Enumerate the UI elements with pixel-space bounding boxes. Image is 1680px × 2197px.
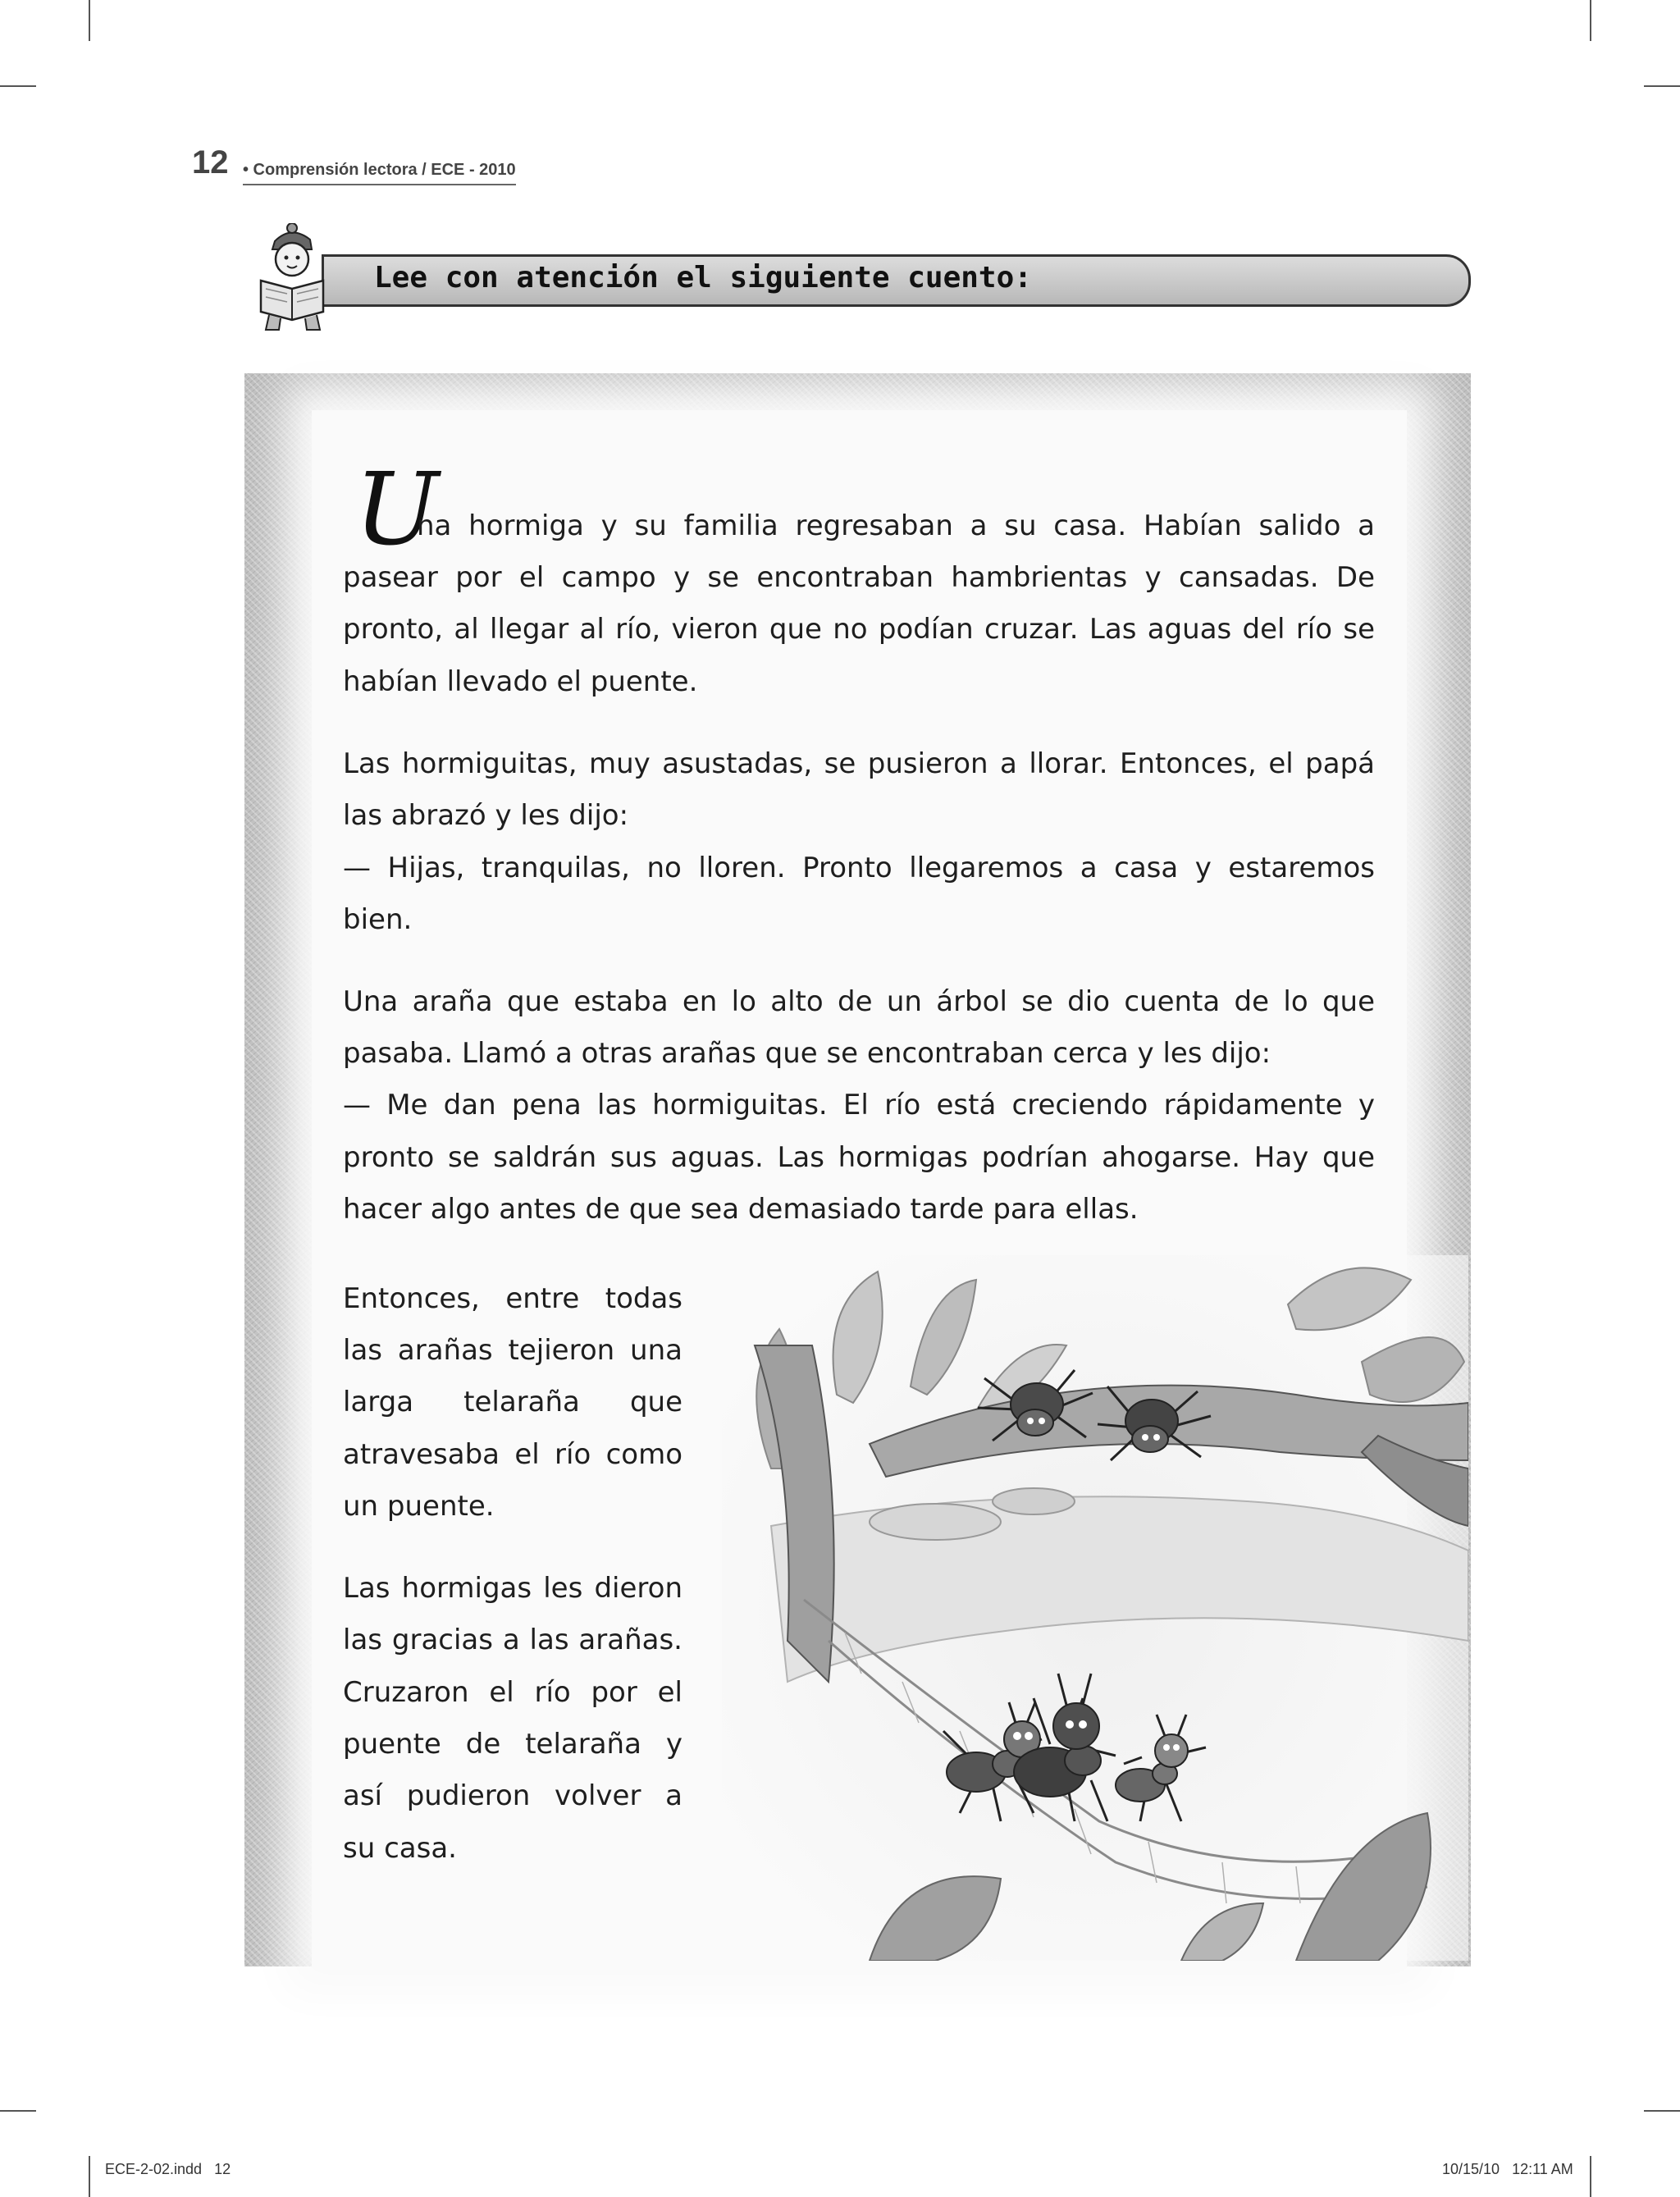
paragraph-3-line: — Me dan pena las hormiguitas. El río está creciendo rápidamente y [343, 1089, 1375, 1121]
crop-mark [1590, 0, 1591, 41]
paragraph-4-line: larga telaraña que [343, 1386, 682, 1418]
footer-timestamp: 10/15/10 12:11 AM [1442, 2161, 1573, 2177]
paragraph-3-line: hacer algo antes de que sea demasiado tarde para ellas. [343, 1193, 1139, 1226]
crop-mark [0, 2110, 36, 2112]
paragraph-1-line: pronto, al llegar al río, vieron que no podían cruzar. Las aguas del río se [343, 613, 1375, 646]
paragraph-4-line: un puente. [343, 1490, 495, 1523]
paragraph-3-line: Una araña que estaba en lo alto de un árbol se dio cuenta de lo que [343, 985, 1375, 1018]
ants-crossing-spiderweb-bridge-illustration [722, 1255, 1468, 1961]
paragraph-4-line: las arañas tejieron una [343, 1334, 682, 1367]
paragraph-2-line: bien. [343, 903, 413, 936]
paragraph-5-line: puente de telaraña y [343, 1728, 682, 1761]
paragraph-3-line: pronto se saldrán sus aguas. Las hormigas podrían ahogarse. Hay que [343, 1141, 1375, 1174]
drop-cap: U [354, 451, 439, 568]
footer-file-label: ECE-2-02.indd 12 [105, 2161, 231, 2177]
paragraph-5-line: así pudieron volver a [343, 1779, 682, 1812]
running-title: • Comprensión lectora / ECE - 2010 [243, 161, 516, 185]
paragraph-5-line: las gracias a las arañas. [343, 1624, 682, 1656]
paragraph-2-line: — Hijas, tranquilas, no lloren. Pronto llegaremos a casa y estaremos [343, 852, 1375, 884]
crop-mark [89, 0, 90, 41]
paragraph-1-line: na hormiga y su familia regresaban a su casa. Habían salido a [417, 509, 1375, 542]
paragraph-5-line: su casa. [343, 1832, 457, 1865]
paragraph-1-line: habían llevado el puente. [343, 665, 698, 698]
paragraph-4-line: atravesaba el río como [343, 1438, 682, 1471]
paragraph-2-line: las abrazó y les dijo: [343, 799, 629, 832]
instruction-title: Lee con atención el siguiente cuento: [374, 261, 1032, 295]
crop-mark [1644, 2110, 1680, 2112]
child-reading-icon [246, 223, 336, 334]
paragraph-4-line: Entonces, entre todas [343, 1282, 682, 1315]
paragraph-1-line: pasear por el campo y se encontraban hambrientas y cansadas. De [343, 561, 1375, 594]
paragraph-2-line: Las hormiguitas, muy asustadas, se pusieron a llorar. Entonces, el papá [343, 747, 1375, 780]
paragraph-3-line: pasaba. Llamó a otras arañas que se encontraban cerca y les dijo: [343, 1037, 1271, 1070]
page-number: 12 [192, 144, 229, 180]
crop-mark [89, 2156, 90, 2197]
paragraph-5-line: Cruzaron el río por el [343, 1676, 682, 1709]
crop-mark [0, 85, 36, 87]
paragraph-5-line: Las hormigas les dieron [343, 1572, 682, 1605]
crop-mark [1644, 85, 1680, 87]
crop-mark [1590, 2156, 1591, 2197]
